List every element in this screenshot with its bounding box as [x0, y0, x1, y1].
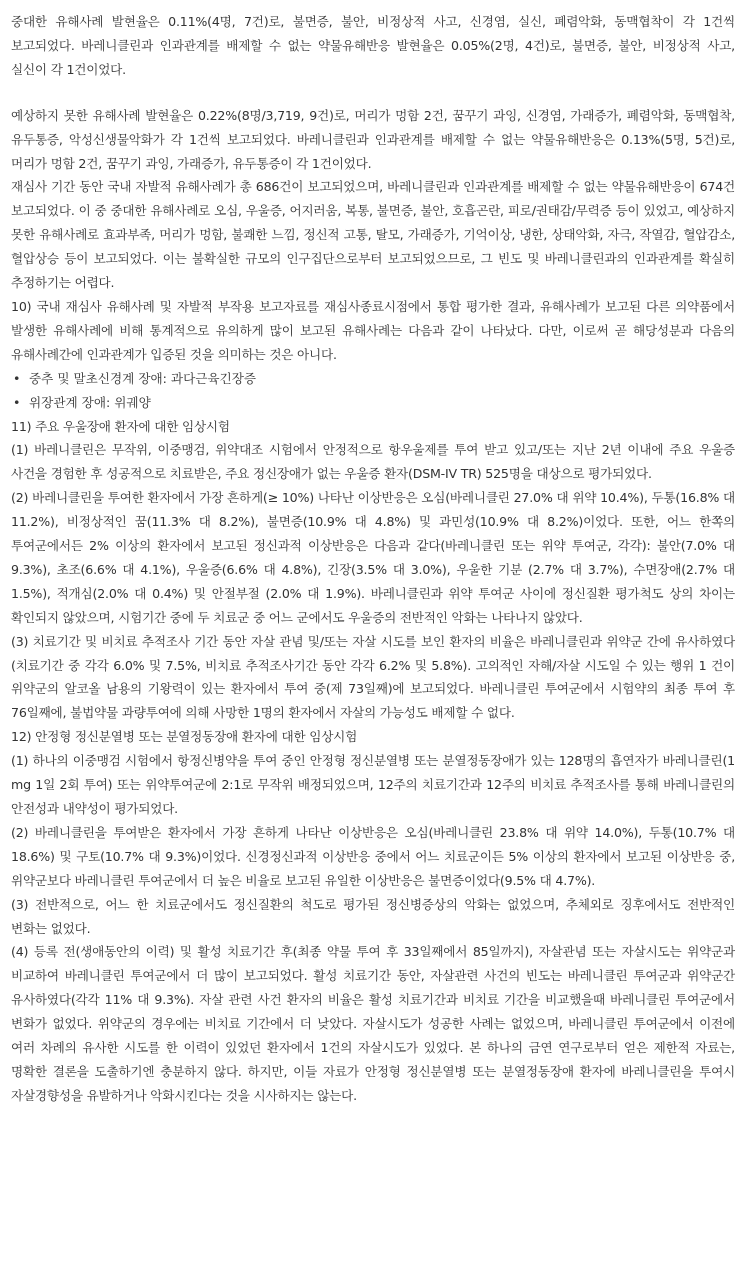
bullet-item	[11, 367, 735, 391]
paragraph-depression-trial-adverse-reactions: (2) 바레니클린을 투여한 환자에서 가장 흔하게(≥ 10%) 나타난 이상반응은 오심(바레니클린 27.0% 대 위약 10.4%), 두통(16.8% 대 11.2%), 비정상적인 꿈(11.3% 대 8.2%), 불면증(10.9% 대 4.8%) 및 과민성(10.9% 대 8.2%)이었다. 또한, 어느 한쪽의 투여군에서든 2% 이상의 환자에서 보고된 정신과적 이상반응은 다음과 같다(바레니클린 또는 위약 투여군, 각각): 불안(7.0% 대 9.3%), 초조(6.6% 대 4.1%), 우울증(6.6% 대 4.8%), 긴장(3.5% 대 3.0%), 우울한 기분 (2.7% 대 3.7%), 수면장애(2.7% 대 1.5%), 적개심(2.0% 대 0.4%) 및 안절부절 (2.0% 대 1.9%). 바레니클린과 위약 투여군 사이에 정신질환 평가척도 상의 차이는 확인되지 않았으며, 시험기간 중에 두 치료군 중 어느 군에서도 우울증의 전반적인 악화는 나타나지 않았다.	[11, 490, 735, 625]
paragraph-integrated-evaluation: 10) 국내 재심사 유해사례 및 자발적 부작용 보고자료를 재심사종료시점에서 통합 평가한 결과, 유해사례가 보고된 다른 의약품에서 발생한 유해사례에 비해 통계적으로 유의하게 많이 보고된 유해사례는 다음과 같이 나타났다. 다만, 이로써 곧 해당성분과 다음의 유해사례간에 인과관계가 입증된 것을 의미하는 것은 아니다.	[11, 298, 735, 362]
paragraph-spacer	[11, 82, 735, 104]
paragraph-serious-adverse-events: 중대한 유해사례 발현율은 0.11%(4명, 7건)로, 불면증, 불안, 비정상적 사고, 신경염, 실신, 폐렴악화, 동맥협착이 각 1건씩 보고되었다. 바레니클린과 인과관계를 배제할 수 없는 약물유해반응 발현율은 0.05%(2명, 4건)로, 불면증, 불안, 비정상적 사고, 실신이 각 1건이었다.	[11, 14, 735, 77]
bullet-text: 중추 및 말초신경계 장애: 과다근육긴장증	[29, 370, 257, 386]
paragraph-depression-trial-suicidality: (3) 치료기간 및 비치료 추적조사 기간 동안 자살 관념 및/또는 자살 시도를 보인 환자의 비율은 바레니클린과 위약군 간에 유사하였다(치료기간 중 각각 6.0% 및 7.5%, 비치료 추적조사기간 동안 각각 6.2% 및 5.8%). 고의적인 자해/자살 시도일 수 있는 행위 1 건이 위약군의 알코올 남용의 기왕력이 있는 환자에서 투여 중(제 73일째)에 보고되었다. 바레니클린 투여군에서 시험약의 최종 투여 후 76일째에, 불법약물 과량투여에 의해 사망한 1명의 환자에서 자살의 가능성도 배제할 수 없다.	[11, 633, 735, 721]
paragraph-unexpected-adverse-events: 예상하지 못한 유해사례 발현율은 0.22%(8명/3,719, 9건)로, 머리가 멍함 2건, 꿈꾸기 과잉, 신경염, 가래증가, 폐렴악화, 동맥협착, 유두통증, 악성신생물악화가 각 1건씩 보고되었다. 바레니클린과 인과관계를 배제할 수 없는 약물유해반응은 0.13%(5명, 5건)로, 머리가 멍함 2건, 꿈꾸기 과잉, 가래증가, 유두통증이 각 1건이었다.	[11, 107, 735, 171]
bullet-item	[11, 391, 735, 415]
section-heading-schizophrenia-trial: 12) 안정형 정신분열병 또는 분열정동장애 환자에 대한 임상시험	[11, 729, 358, 745]
paragraph-schizophrenia-trial-psychosis: (3) 전반적으로, 어느 한 치료군에서도 정신질환의 척도로 평가된 정신병증상의 악화는 없었으며, 추체외로 징후에서도 전반적인 변화는 없었다.	[11, 896, 735, 936]
paragraph-schizophrenia-trial-design: (1) 하나의 이중맹검 시험에서 항정신병약을 투여 중인 안정형 정신분열병 또는 분열정동장애가 있는 128명의 흡연자가 바레니클린(1 mg 1일 2회 투여) 또는 위약투여군에 2:1로 무작위 배정되었으며, 12주의 치료기간과 12주의 비치료 추적조사를 통해 바레니클린의 안전성과 내약성이 평가되었다.	[11, 753, 735, 816]
section-heading-depression-trial: 11) 주요 우울장애 환자에 대한 임상시험	[11, 418, 230, 434]
paragraph-schizophrenia-trial-suicidality: (4) 등록 전(생애동안의 이력) 및 활성 치료기간 후(최종 약물 투여 후 33일째에서 85일까지), 자살관념 또는 자살시도는 위약군과 비교하여 바레니클린 투여군에서 더 많이 보고되었다. 활성 치료기간 동안, 자살관련 사건의 빈도는 바레니클린 투여군과 위약군간 유사하였다(각각 11% 대 9.3%). 자살 관련 사건 환자의 비율은 활성 치료기간과 비치료 기간을 비교했을때 바레니클린 투여군에서 변화가 없었다. 위약군의 경우에는 비치료 기간에서 더 낮았다. 자살시도가 성공한 사례는 없었으며, 바레니클린 투여군에서 이전에 여러 차례의 유사한 시도를 한 이력이 있었던 환자에서 1건의 자살시도가 있었다. 본 하나의 금연 연구로부터 얻은 제한적 자료는, 명확한 결론을 도출하기엔 충분하지 않다. 하지만, 이들 자료가 안정형 정신분열병 또는 분열정동장애 환자에 바레니클린을 투여시 자살경향성을 유발하거나 악화시킨다는 것을 시사하지는 않는다.	[11, 944, 735, 1103]
bullet-mark: •	[13, 394, 21, 410]
bullet-mark: •	[13, 370, 21, 386]
paragraph-depression-trial-design: (1) 바레니클린은 무작위, 이중맹검, 위약대조 시험에서 안정적으로 항우울제를 투여 받고 있고/또는 지난 2년 이내에 주요 우울증 사건을 경험한 후 성공적으로 치료받은, 주요 정신장애가 없는 우울증 환자(DSM-IV TR) 525명을 대상으로 평가되었다.	[11, 442, 735, 482]
paragraph-schizophrenia-trial-adverse-reactions: (2) 바레니클린을 투여받은 환자에서 가장 흔하게 나타난 이상반응은 오심(바레니클린 23.8% 대 위약 14.0%), 두통(10.7% 대 18.6%) 및 구토(10.7% 대 9.3%)이었다. 신경정신과적 이상반응 중에서 어느 치료군이든 5% 이상의 환자에서 보고된 이상반응 중, 위약군보다 바레니클린 투여군에서 더 높은 비율로 보고된 유일한 이상반응은 불면증이었다(9.5% 대 4.7%).	[11, 824, 735, 888]
paragraph-spontaneous-reports: 재심사 기간 동안 국내 자발적 유해사례가 총 686건이 보고되었으며, 바레니클린과 인과관계를 배제할 수 없는 약물유해반응이 674건 보고되었다. 이 중 중대한 유해사례로 오심, 우울증, 어지러움, 복통, 불면증, 불안, 호흡곤란, 피로/권태감/무력증 등이 있었고, 예상하지 못한 유해사례로 효과부족, 머리가 멍함, 불쾌한 느낌, 정신적 고통, 탈모, 가래증가, 기억이상, 냉한, 상태악화, 자극, 작열감, 혈압감소, 혈압상승 등이 보고되었다. 이는 불확실한 규모의 인구집단으로부터 보고되었으므로, 그 빈도 및 바레니클린과의 인과관계를 확실히 추정하기는 어렵다.	[11, 179, 735, 291]
bullet-text: 위장관계 장애: 위궤양	[29, 394, 151, 410]
